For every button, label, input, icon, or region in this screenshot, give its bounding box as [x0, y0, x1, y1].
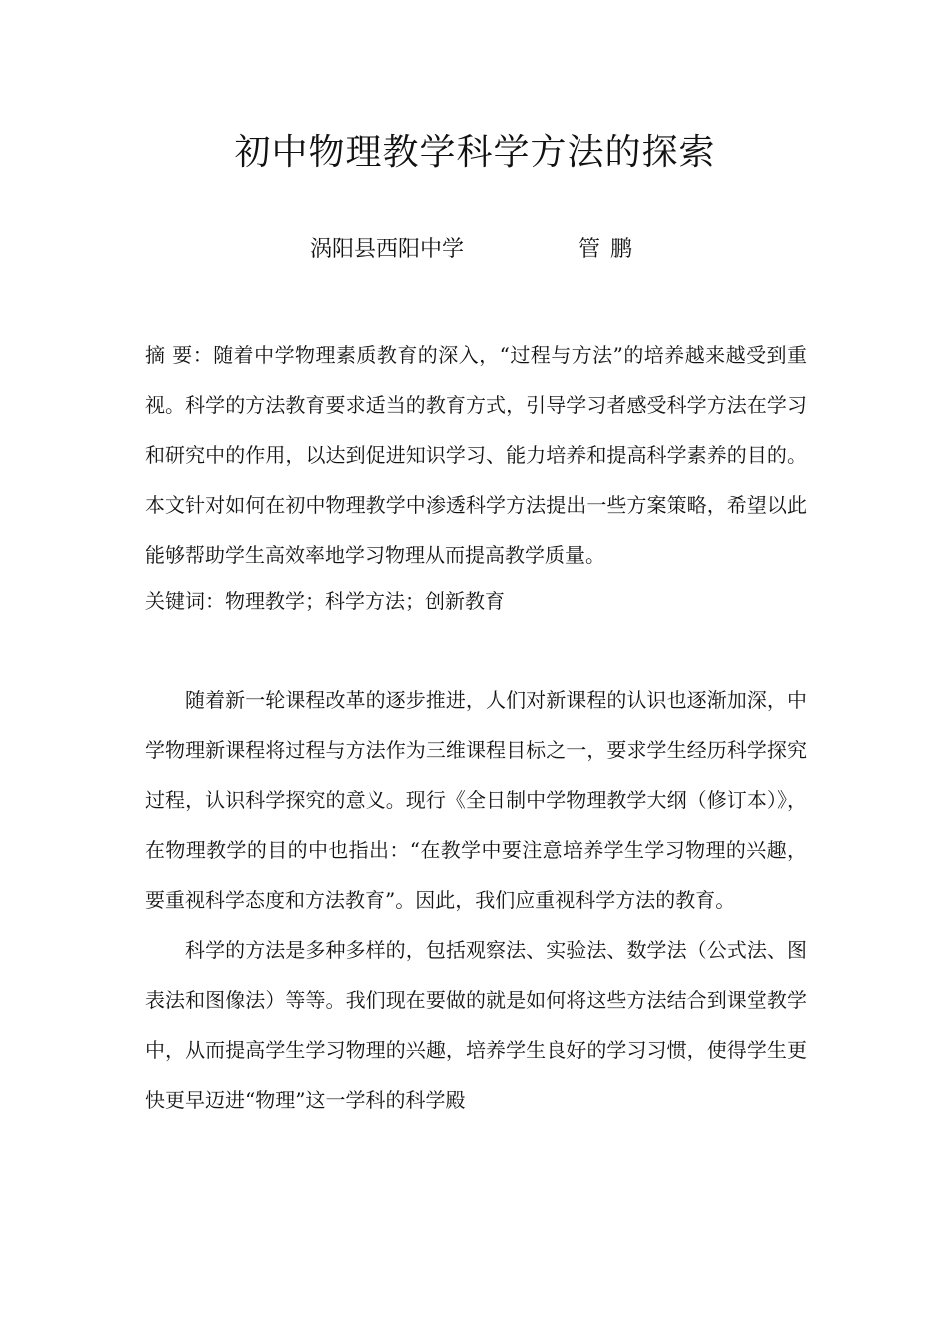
abstract-text: 随着中学物理素质教育的深入，“过程与方法”的培养越来越受到重视。科学的方法教育要求适当的教育方式，引导学习者感受科学方法在学习和研究中的作用，以达到促进知识学习、能力培养和提高科学素养的目的。本文针对如何在初中物理教学中渗透科学方法提出一些方案策略，希望以此能够帮助学生高效率地学习物理从而提高教学质量。	[145, 343, 807, 567]
section-spacer	[145, 618, 807, 675]
school-name: 涡阳县西阳中学	[310, 237, 465, 262]
document-title: 初中物理教学科学方法的探索	[234, 132, 716, 173]
abstract-paragraph	[145, 330, 807, 580]
document-body	[145, 330, 807, 1125]
author-line	[0, 232, 950, 268]
author-name: 管鹏	[578, 237, 643, 262]
keywords-label: 关键词：	[145, 589, 225, 613]
abstract-label: 摘 要：	[145, 343, 214, 367]
body-paragraph-2: 科学的方法是多种多样的，包括观察法、实验法、数学法（公式法、图表法和图像法）等等。我们现在要做的就是如何将这些方法结合到课堂教学中，从而提高学生学习物理的兴趣，培养学生良好的学习习惯，使得学生更快更早迈进“物理”这一学科的科学殿	[145, 938, 807, 1112]
keywords-text: 物理教学；科学方法；创新教育	[225, 589, 505, 613]
body-paragraph-1: 随着新一轮课程改革的逐步推进，人们对新课程的认识也逐渐加深，中学物理新课程将过程与方法作为三维课程目标之一，要求学生经历科学探究过程，认识科学探究的意义。现行《全日制中学物理教学大纲（修订本）》，在物理教学的目的中也指出：“在教学中要注意培养学生学习物理的兴趣，要重视科学态度和方法教育”。因此，我们应重视科学方法的教育。	[145, 688, 807, 912]
keywords-paragraph	[145, 584, 807, 618]
